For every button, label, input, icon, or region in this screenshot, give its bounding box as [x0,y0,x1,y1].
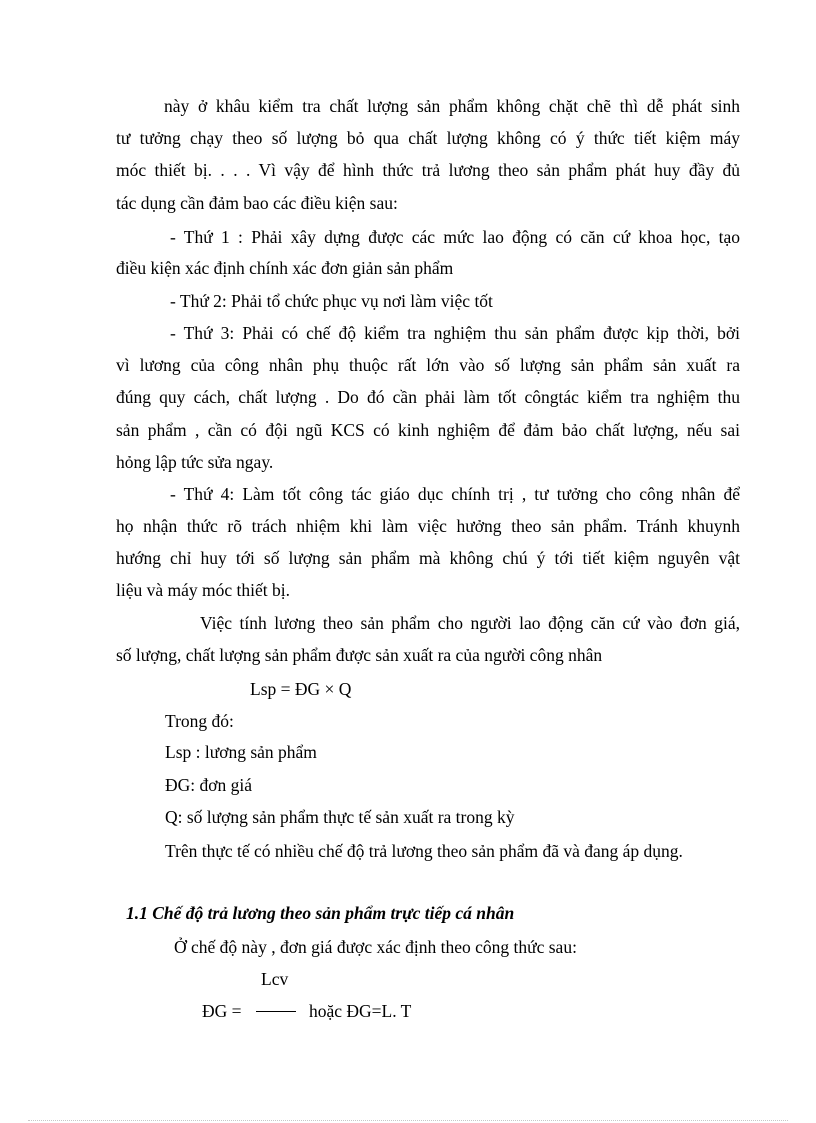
condition-4-line-3: hướng chỉ huy tới số lượng sản phẩm mà không chú ý tới tiết kiệm nguyên vật [116,548,740,568]
definitions-intro: Trong đó: [165,711,234,731]
page-bottom-rule [28,1120,788,1121]
formula-lsp: Lsp = ĐG × Q [250,679,352,699]
condition-1-line-2: điều kiện xác định chính xác đơn giản sản phẩm [116,258,454,278]
definition-lsp: Lsp : lương sản phẩm [165,742,317,762]
condition-4-line-4: liệu và máy móc thiết bị. [116,580,290,600]
closing-sentence: Trên thực tế có nhiều chế độ trả lương theo sản phẩm đã và đang áp dụng. [165,841,683,861]
condition-3-line-1: - Thứ 3: Phải có chế độ kiểm tra nghiệm thu sản phẩm được kịp thời, bởi [170,323,740,343]
formula-dg-right: hoặc ĐG=L. T [309,1001,412,1021]
definition-q: Q: số lượng sản phẩm thực tế sản xuất ra trong kỳ [165,807,515,827]
definition-dg: ĐG: đơn giá [165,775,253,795]
condition-3-line-2: vì lương của công nhân phụ thuộc rất lớn vào số lượng sản phẩm sản xuất ra [116,355,740,375]
section-intro: Ở chế độ này , đơn giá được xác định theo công thức sau: [174,937,577,957]
condition-1-line-1: - Thứ 1 : Phải xây dựng được các mức lao động có căn cứ khoa học, tạo [170,227,740,247]
condition-4-line-2: họ nhận thức rõ trách nhiệm khi làm việc hưởng theo sản phẩm. Tránh khuynh [116,516,740,536]
condition-2-line-1: - Thứ 2: Phải tổ chức phục vụ nơi làm việc tốt [170,291,493,311]
paragraph-2-line-2: số lượng, chất lượng sản phẩm được sản xuất ra của người công nhân [116,645,603,665]
paragraph-1-line-1: này ở khâu kiểm tra chất lượng sản phẩm không chặt chẽ thì dễ phát sinh [164,96,740,116]
fraction-bar [256,1011,296,1012]
condition-4-line-1: - Thứ 4: Làm tốt công tác giáo dục chính trị , tư tưởng cho công nhân để [170,484,740,504]
paragraph-1-line-3: móc thiết bị. . . . Vì vậy để hình thức trả lương theo sản phẩm phát huy đầy đủ [116,160,740,180]
section-heading: 1.1 Chế độ trả lương theo sản phẩm trực tiếp cá nhân [126,903,515,923]
formula-numerator: Lcv [261,969,289,989]
paragraph-1-line-2: tư tưởng chạy theo số lượng bỏ qua chất lượng không có ý thức tiết kiệm máy [116,128,740,148]
condition-3-line-3: đúng quy cách, chất lượng . Do đó cần phải làm tốt côngtác kiểm tra nghiệm thu [116,387,740,407]
condition-3-line-4: sản phẩm , cần có đội ngũ KCS có kinh nghiệm để đảm bảo chất lượng, nếu sai [116,420,740,440]
paragraph-2-line-1: Việc tính lương theo sản phẩm cho người lao động căn cứ vào đơn giá, [200,613,740,633]
formula-dg-left: ĐG = [202,1001,242,1021]
paragraph-1-line-4: tác dụng cần đảm bao các điều kiện sau: [116,193,398,213]
condition-3-line-5: hỏng lập tức sửa ngay. [116,452,274,472]
